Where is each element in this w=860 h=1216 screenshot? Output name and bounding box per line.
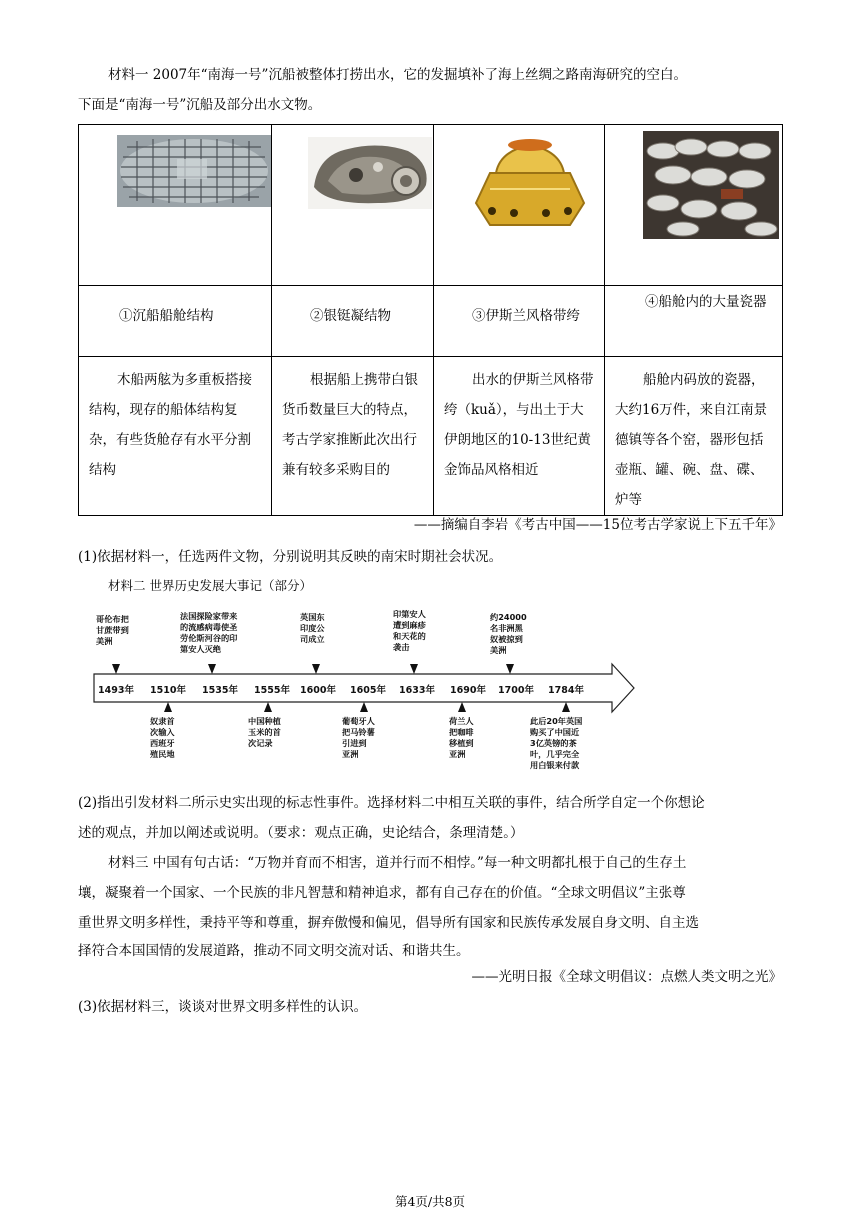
timeline-marker-down [562, 702, 570, 712]
material3-line4: 择符合本国国情的发展道路，推动不同文明交流对话、和谐共生。 [78, 943, 470, 959]
page-footer: 第4页/共8页 [394, 1194, 466, 1209]
question3: (3)依据材料三，谈谈对世界文明多样性的认识。 [78, 999, 368, 1015]
material1-intro-line1: 材料一 2007年“南海一号”沉船被整体打捞出水，它的发掘填补了海上丝绸之路南海研究的空白。 [108, 67, 687, 83]
timeline-event-above: 哥伦布把 甘蔗带到 美洲 [96, 614, 129, 646]
timeline-event-below: 葡萄牙人 把马铃薯 引进到 亚洲 [342, 716, 375, 759]
question2-line2: 述的观点，并加以阐述或说明。（要求：观点正确，史论结合，条理清楚。） [78, 825, 524, 841]
timeline-marker-down [164, 702, 172, 712]
relic-label-4: ④船舱内的大量瓷器 [645, 294, 767, 310]
timeline-event-below: 中国种植 玉米的首 次记录 [248, 716, 281, 748]
relic-desc-3: 出水的伊斯兰风格带绔（kuǎ），与出土于大伊朗地区的10-13世纪黄金饰品风格相近 [444, 372, 594, 478]
timeline-event-below: 此后20年英国 购买了中国近 3亿英镑的茶 叶，几乎完全 用白银来付款 [530, 716, 583, 770]
relic-desc-4: 船舱内码放的瓷器，大约16万件，来自江南景德镇等各个窑，器形包括壶瓶、罐、碗、盘、碟、炉等 [615, 372, 768, 508]
material3-line2: 壤，凝聚着一个国家、一个民族的非凡智慧和精神追求，都有自己存在的价值。“全球文明倡议”主张尊 [78, 885, 686, 901]
relic-label-3: ③伊斯兰风格带绔 [472, 308, 580, 324]
timeline-year: 1600年 [300, 685, 336, 696]
timeline-year: 1555年 [254, 685, 290, 696]
material3-line3: 重世界文明多样性，秉持平等和尊重，摒弃傲慢和偏见，倡导所有国家和民族传承发展自身文明、自主选 [78, 915, 699, 931]
timeline-year: 1510年 [150, 685, 186, 696]
timeline-marker-down [264, 702, 272, 712]
material3-source: ——光明日报《全球文明倡议：点燃人类文明之光》 [471, 969, 782, 985]
timeline-marker-up [506, 664, 514, 674]
timeline-event-below: 荷兰人 把咖啡 移植到 亚洲 [449, 716, 474, 759]
relic-desc-2: 根据船上携带白银货币数量巨大的特点，考古学家推断此次出行兼有较多采购目的 [282, 372, 418, 478]
timeline-marker-up [208, 664, 216, 674]
timeline-year: 1784年 [548, 685, 584, 696]
material1-source: ——摘编自李岩《考古中国——15位考古学家说上下五千年》 [413, 517, 782, 533]
timeline-year: 1700年 [498, 685, 534, 696]
relic-label-2: ②银铤凝结物 [310, 308, 391, 324]
timeline-marker-down [360, 702, 368, 712]
timeline-year: 1633年 [399, 685, 435, 696]
timeline-year: 1690年 [450, 685, 486, 696]
timeline-event-below: 奴隶首 次输入 西班牙 殖民地 [150, 716, 175, 759]
question1: (1)依据材料一，任选两件文物，分别说明其反映的南宋时期社会状况。 [78, 549, 503, 565]
timeline-marker-up [410, 664, 418, 674]
relic-label-1: ①沉船船舱结构 [119, 308, 214, 324]
timeline-year: 1535年 [202, 685, 238, 696]
material2-title: 材料二 世界历史发展大事记（部分） [108, 578, 312, 593]
material1-intro-line2: 下面是“南海一号”沉船及部分出水文物。 [78, 97, 322, 113]
timeline-marker-up [112, 664, 120, 674]
timeline-marker-down [458, 702, 466, 712]
timeline-marker-up [312, 664, 320, 674]
timeline-event-above: 约24000 名非洲黑 奴被掠到 美洲 [490, 612, 527, 655]
question2-line1: (2)指出引发材料二所示史实出现的标志性事件。选择材料二中相互关联的事件，结合所学自定一个你想论 [78, 795, 705, 811]
timeline-event-above: 印第安人 遭到麻疹 和天花的 袭击 [393, 609, 426, 652]
timeline-event-above: 法国探险家带来 的流感病毒使圣 劳伦斯河谷的印 第安人灭绝 [180, 611, 238, 654]
timeline-year: 1493年 [98, 685, 134, 696]
material3-line1: 材料三 中国有句古话：“万物并育而不相害，道并行而不相悖。”每一种文明都扎根于自己的生存土 [108, 855, 687, 871]
relic-desc-1: 木船两舷为多重板搭接结构，现存的船体结构复杂，有些货舱存有水平分割结构 [89, 372, 252, 478]
timeline-year: 1605年 [350, 685, 386, 696]
timeline-event-above: 英国东 印度公 司成立 [300, 612, 325, 644]
